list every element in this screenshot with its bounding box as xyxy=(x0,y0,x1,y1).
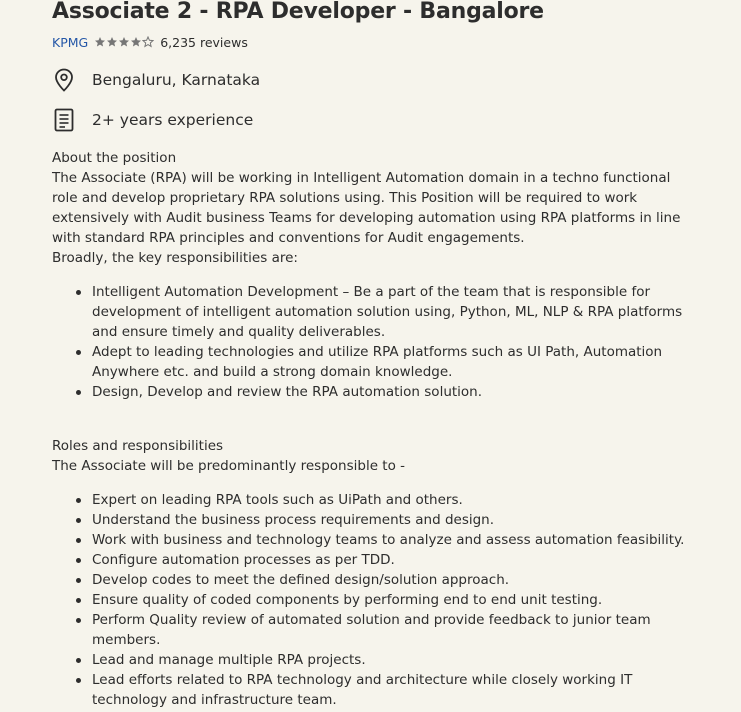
list-item-line: Configure automation processes as per TDD. xyxy=(92,552,395,568)
about-text-line: The Associate (RPA) will be working in Intelligent Automation domain in a techno functional xyxy=(52,170,671,186)
star-icon xyxy=(94,36,106,48)
star-icon xyxy=(106,36,118,48)
reviews-count[interactable]: 6,235 reviews xyxy=(160,34,248,50)
experience-text: 2+ years experience xyxy=(92,111,254,129)
list-item xyxy=(92,550,692,570)
list-item-line: Ensure quality of coded components by performing end to end unit testing. xyxy=(92,592,603,608)
roles-heading: Roles and responsibilities xyxy=(52,438,224,454)
list-item xyxy=(92,650,692,670)
list-item xyxy=(92,382,692,402)
list-item-line: Intelligent Automation Development – Be a part of the team that is responsible for xyxy=(92,284,651,300)
list-item-line: Lead and manage multiple RPA projects. xyxy=(92,652,366,668)
list-item-line: Perform Quality review of automated solution and provide feedback to junior team xyxy=(92,612,651,628)
map-pin-icon xyxy=(52,68,76,92)
location-text: Bengaluru, Karnataka xyxy=(92,71,261,89)
company-link[interactable]: KPMG xyxy=(52,34,89,50)
star-icon xyxy=(130,36,142,48)
list-item-line: and ensure timely and quality deliverables. xyxy=(92,324,386,340)
star-icon xyxy=(118,36,130,48)
list-item xyxy=(92,590,692,610)
list-item-line: Lead efforts related to RPA technology and architecture while closely working IT xyxy=(92,672,633,688)
list-item xyxy=(92,570,692,590)
list-item-line: Anywhere etc. and build a strong domain knowledge. xyxy=(92,364,453,380)
key-responsibilities-list xyxy=(52,282,692,402)
location-row xyxy=(52,68,260,92)
list-item-line: Expert on leading RPA tools such as UiPath and others. xyxy=(92,492,463,508)
about-section xyxy=(52,148,680,268)
experience-row xyxy=(52,108,253,132)
about-text-line: role and develop proprietary RPA solutions using. This Position will be required to work xyxy=(52,190,638,206)
list-item xyxy=(92,530,692,550)
list-item-line: Work with business and technology teams to analyze and assess automation feasibility. xyxy=(92,532,685,548)
list-item-line: technology and infrastructure team. xyxy=(92,692,337,708)
list-item xyxy=(92,610,692,650)
list-item-line: Develop codes to meet the defined design/solution approach. xyxy=(92,572,510,588)
list-item-line: members. xyxy=(92,632,161,648)
roles-intro: The Associate will be predominantly responsible to - xyxy=(52,458,406,474)
list-item xyxy=(92,282,692,342)
job-title: Associate 2 - RPA Developer - Bangalore xyxy=(52,0,544,24)
list-item-line: development of intelligent automation solution using, Python, ML, NLP & RPA platforms xyxy=(92,304,683,320)
rating-stars xyxy=(94,36,154,48)
about-text-line: with standard RPA principles and conventions for Audit engagements. xyxy=(52,230,525,246)
list-item xyxy=(92,670,692,710)
about-heading: About the position xyxy=(52,150,177,166)
about-text-line: Broadly, the key responsibilities are: xyxy=(52,250,298,266)
roles-list xyxy=(52,490,692,710)
list-item xyxy=(92,490,692,510)
list-item xyxy=(92,342,692,382)
list-item xyxy=(92,510,692,530)
list-item-line: Design, Develop and review the RPA automation solution. xyxy=(92,384,483,400)
company-rating-row xyxy=(52,33,248,51)
list-item-line: Adept to leading technologies and utilize RPA platforms such as UI Path, Automation xyxy=(92,344,663,360)
about-text-line: extensively with Audit business Teams for developing automation using RPA platforms in line xyxy=(52,210,681,226)
star-outline-icon xyxy=(142,36,154,48)
document-icon xyxy=(52,108,76,132)
list-item-line: Understand the business process requirements and design. xyxy=(92,512,495,528)
roles-section xyxy=(52,436,405,476)
